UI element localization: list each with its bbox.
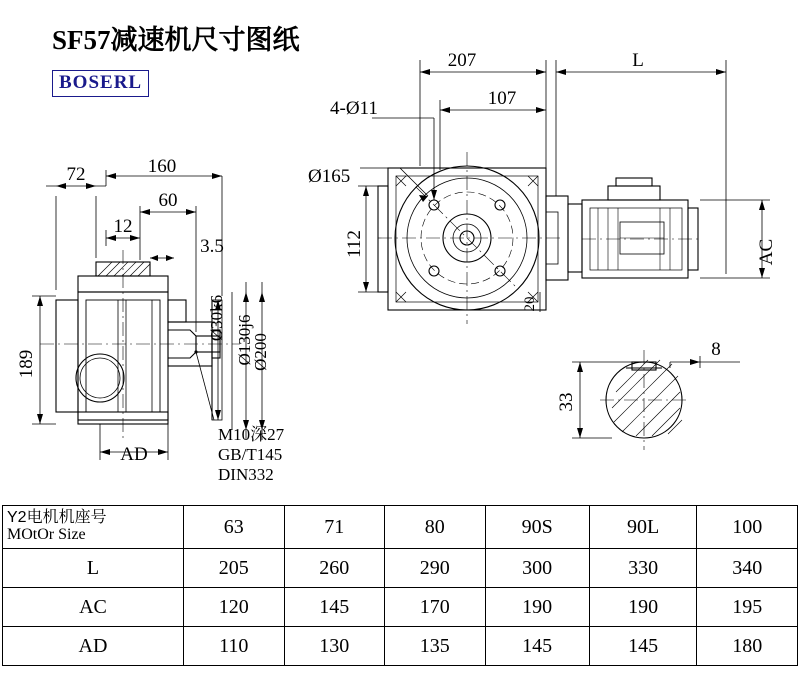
- dim-20: 20: [522, 296, 538, 312]
- table-cell: 330: [589, 549, 697, 588]
- table-cell: 260: [284, 549, 385, 588]
- table-cell: 130: [284, 627, 385, 666]
- table-cell: 135: [385, 627, 486, 666]
- brand-logo-text: BOSERL: [59, 72, 143, 93]
- dim-33: 33: [556, 392, 577, 412]
- table-cell: 145: [589, 627, 697, 666]
- dim-160: 160: [147, 156, 177, 177]
- dim-AD: AD: [120, 444, 148, 465]
- table-row: [3, 588, 798, 627]
- dim-72: 72: [66, 164, 86, 185]
- left-view-dimensions: [32, 170, 265, 460]
- table-cell: 180: [697, 627, 798, 666]
- dim-O30k6: Ø30k6: [207, 294, 226, 342]
- table-cell: 195: [697, 588, 798, 627]
- motor-size-cell: 63: [184, 506, 285, 549]
- table-row: [3, 627, 798, 666]
- page-title: SF57减速机尺寸图纸: [52, 25, 300, 55]
- note-din: DIN332: [218, 465, 274, 484]
- dim-O165: Ø165: [308, 166, 351, 187]
- dim-L: L: [632, 50, 644, 71]
- dim-189: 189: [16, 349, 37, 379]
- motor-size-cell: 90S: [485, 506, 589, 549]
- dim-107: 107: [487, 88, 517, 109]
- front-view-dimensions: [358, 60, 770, 312]
- table-cell: 290: [385, 549, 486, 588]
- dim-112: 112: [344, 230, 365, 258]
- table-cell: 110: [184, 627, 285, 666]
- table-cell: 340: [697, 549, 798, 588]
- dim-8: 8: [711, 339, 721, 360]
- front-view: [378, 152, 700, 324]
- dim-O130j6: Ø130j6: [235, 314, 254, 366]
- table-header-label: [3, 506, 184, 549]
- table-cell: 190: [589, 588, 697, 627]
- note-m10: M10深27: [218, 425, 285, 444]
- table-cell: 120: [184, 588, 285, 627]
- dim-3_5: 3.5: [200, 236, 224, 257]
- motor-size-cell: 71: [284, 506, 385, 549]
- dim-AC: AC: [756, 238, 777, 266]
- dim-207: 207: [447, 50, 477, 71]
- table-header-line1: Y2电机机座号: [7, 509, 107, 527]
- row-label-L: L: [3, 549, 184, 588]
- note-gbt: GB/T145: [218, 445, 283, 464]
- table-cell: 190: [485, 588, 589, 627]
- shaft-detail-view: [572, 350, 740, 450]
- table-row: [3, 549, 798, 588]
- left-side-view: [40, 250, 240, 440]
- table-header-line2: MOtOr Size: [7, 526, 86, 543]
- table-cell: 205: [184, 549, 285, 588]
- row-label-AD: AD: [3, 627, 184, 666]
- motor-size-cell: 80: [385, 506, 486, 549]
- table-cell: 170: [385, 588, 486, 627]
- specification-table: [2, 505, 798, 666]
- row-label-AC: AC: [3, 588, 184, 627]
- dim-60: 60: [158, 190, 178, 211]
- motor-size-cell: 100: [697, 506, 798, 549]
- motor-size-cell: 90L: [589, 506, 697, 549]
- table-cell: 145: [284, 588, 385, 627]
- dim-O200: Ø200: [251, 333, 270, 371]
- dim-4xO11: 4-Ø11: [330, 98, 378, 119]
- table-cell: 145: [485, 627, 589, 666]
- table-row-header: [3, 506, 798, 549]
- dim-12: 12: [113, 216, 133, 237]
- table-cell: 300: [485, 549, 589, 588]
